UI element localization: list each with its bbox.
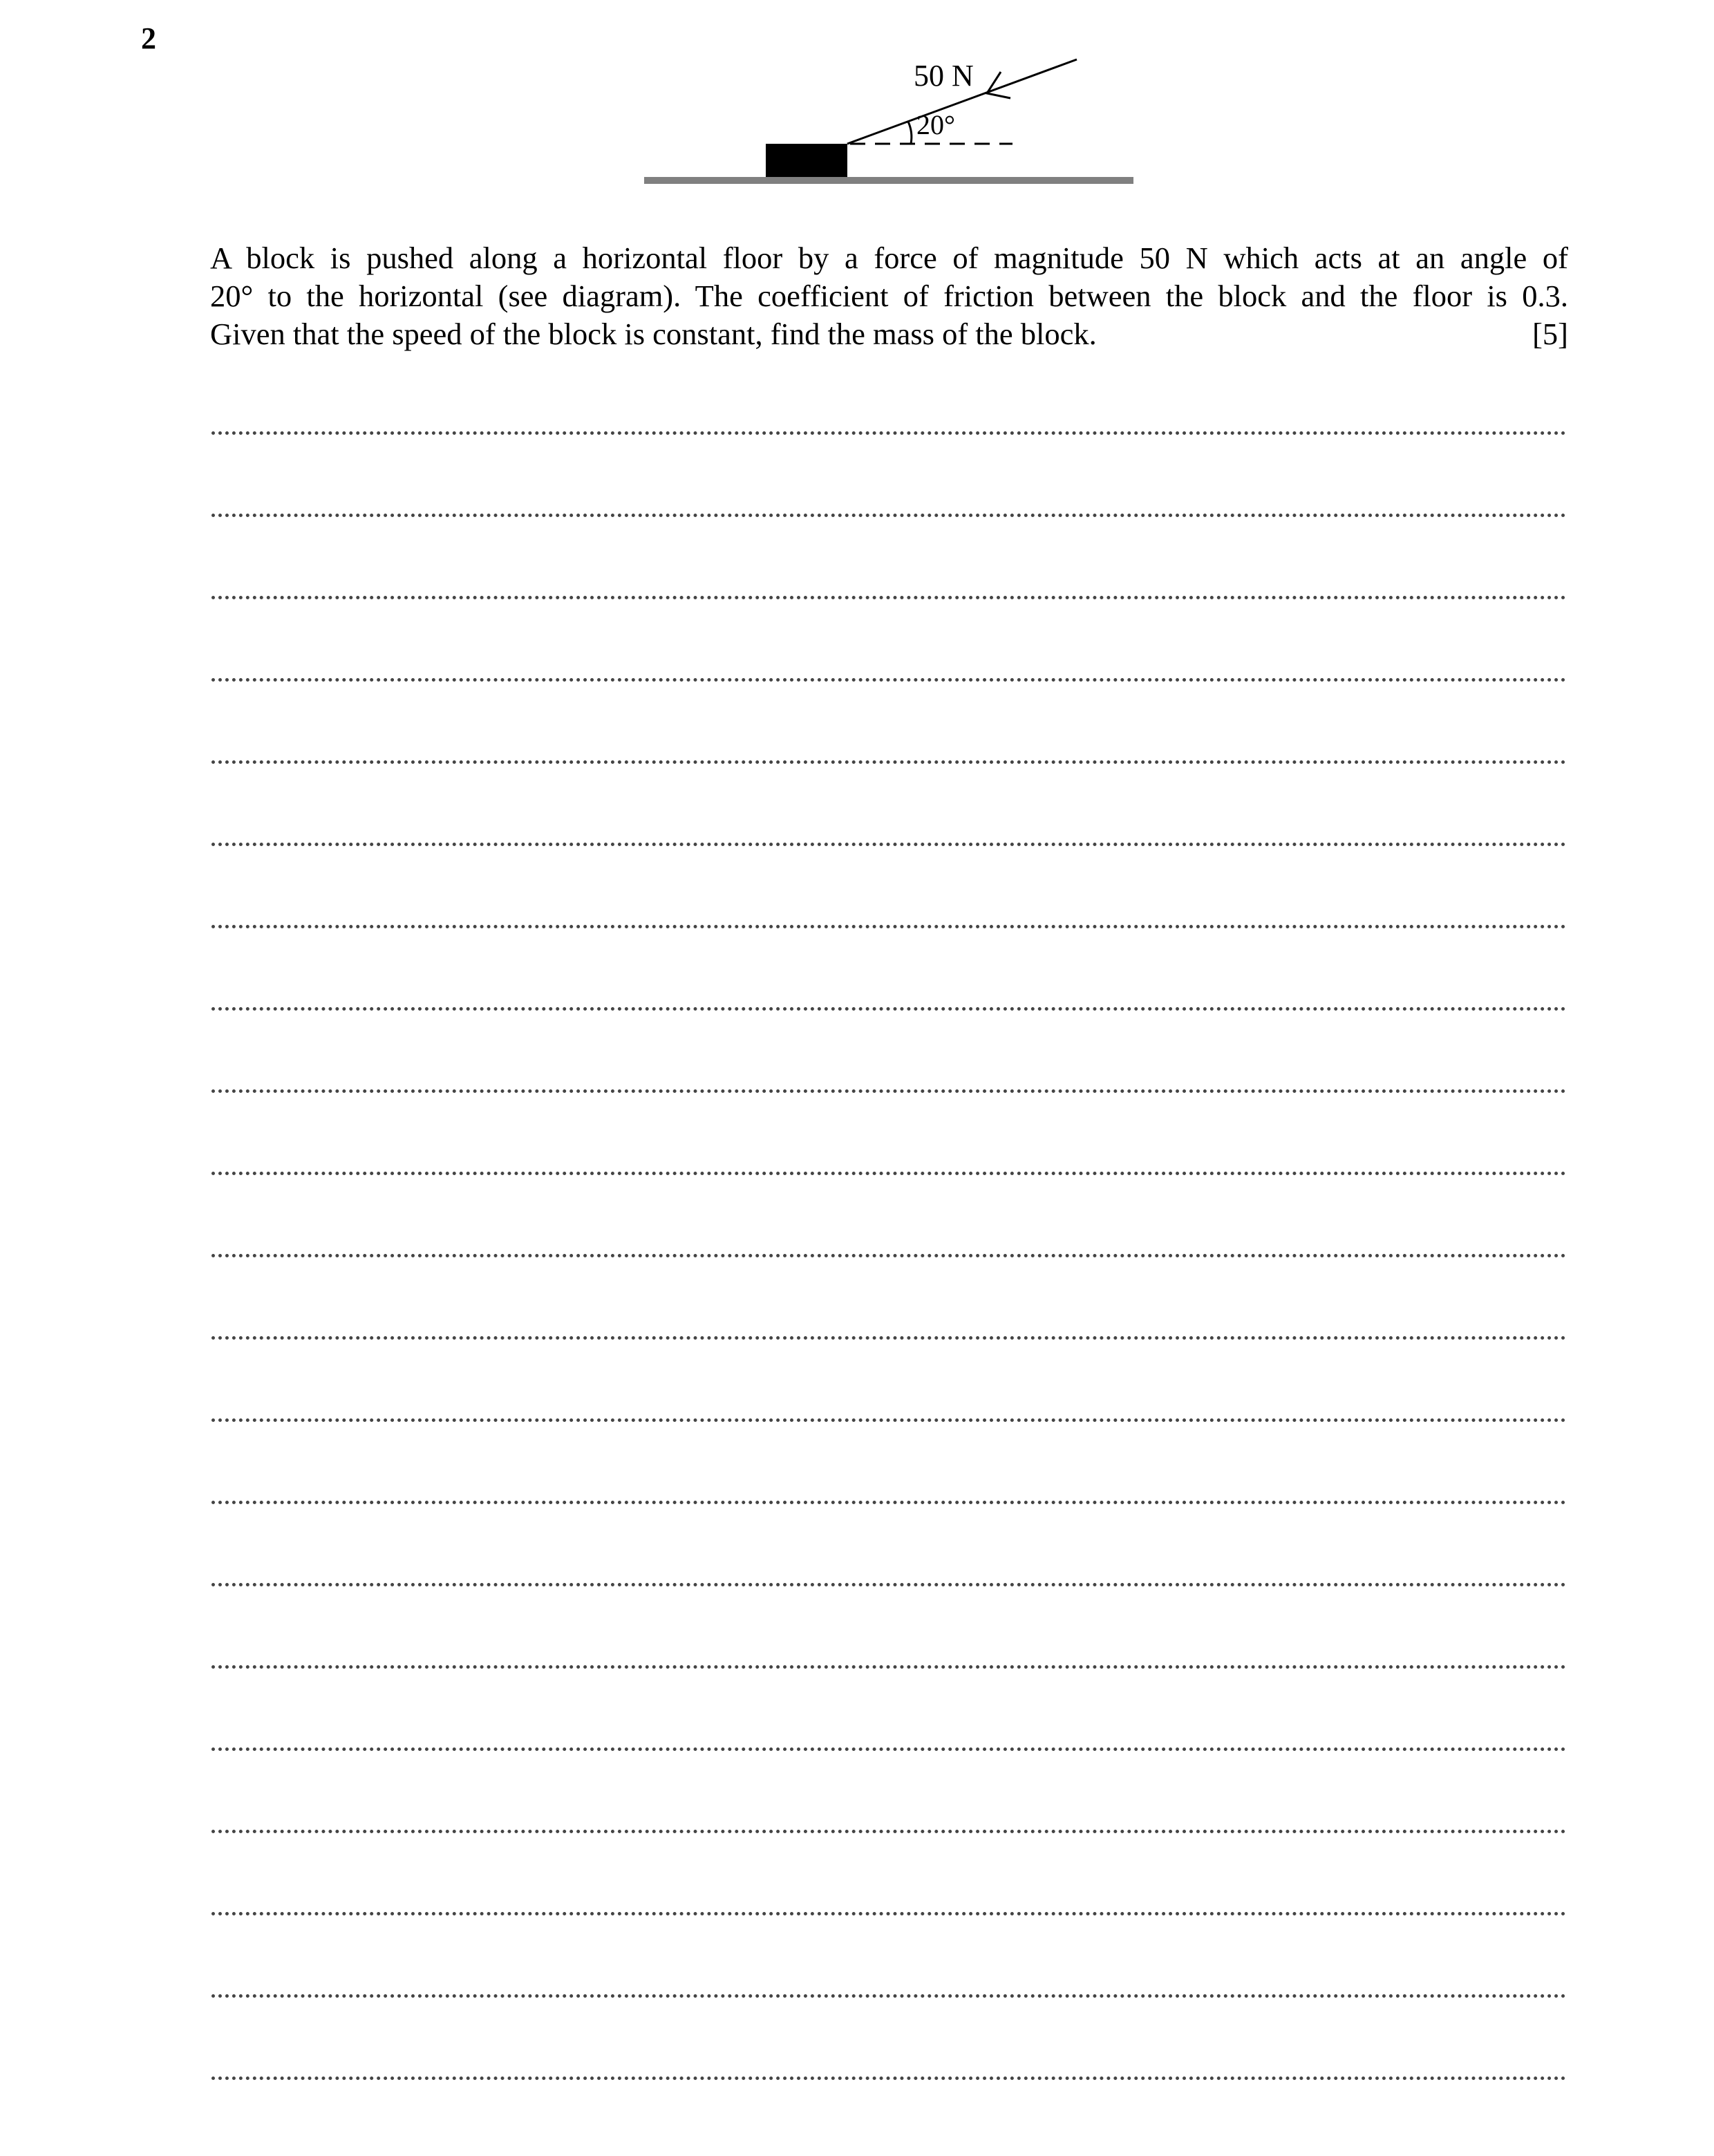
answer-line[interactable] [211, 1333, 1566, 1340]
answer-line[interactable] [211, 1662, 1566, 1669]
answer-line[interactable] [211, 1004, 1566, 1011]
angle-label: 20° [916, 109, 955, 140]
answer-line[interactable] [211, 1498, 1566, 1504]
question-text [210, 239, 1568, 353]
answer-line[interactable] [211, 1991, 1566, 1998]
answer-line[interactable] [211, 922, 1566, 928]
angle-arc [908, 122, 912, 144]
question-line-2: 20° to the horizontal (see diagram). The coefficient of friction between the block and the floor is 0.3. [210, 279, 1568, 313]
marks-allocation: [5] [1532, 317, 1568, 351]
answer-line[interactable] [211, 1416, 1566, 1422]
question-line-3-text: Given that the speed of the block is constant, find the mass of the block. [210, 317, 1097, 351]
answer-line[interactable] [211, 675, 1566, 682]
question-line-1: A block is pushed along a horizontal floor by a force of magnitude 50 N which acts at an angle of [210, 241, 1568, 275]
answer-line[interactable] [211, 1909, 1566, 1915]
answer-area[interactable] [211, 429, 1566, 2156]
answer-line[interactable] [211, 758, 1566, 764]
answer-line[interactable] [211, 2074, 1566, 2080]
answer-line[interactable] [211, 1169, 1566, 1175]
answer-line[interactable] [211, 429, 1566, 435]
answer-line[interactable] [211, 1251, 1566, 1257]
block [766, 144, 847, 177]
question-number: 2 [141, 21, 156, 55]
answer-line[interactable] [211, 1087, 1566, 1093]
answer-line[interactable] [211, 593, 1566, 599]
answer-line[interactable] [211, 1745, 1566, 1751]
answer-line[interactable] [211, 511, 1566, 517]
answer-line[interactable] [211, 1580, 1566, 1586]
question-line-3 [210, 315, 1568, 353]
force-label: 50 N [914, 59, 974, 93]
floor [644, 177, 1133, 184]
force-diagram [622, 41, 1175, 200]
answer-line[interactable] [211, 1827, 1566, 1833]
answer-line[interactable] [211, 840, 1566, 846]
